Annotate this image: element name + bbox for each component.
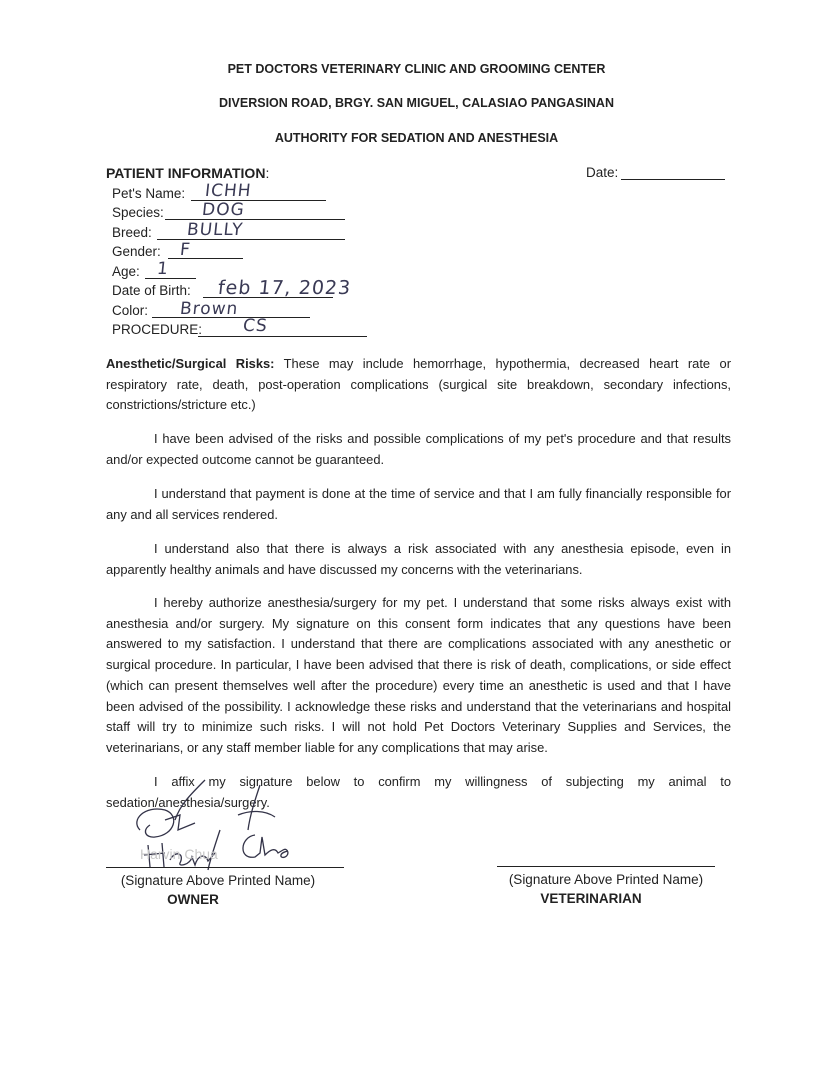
date-field[interactable] <box>621 179 725 180</box>
color-label: Color: <box>112 303 149 318</box>
vet-role: VETERINARIAN <box>540 891 642 906</box>
risks-text: These may include hemorrhage, hypothermia, decreased heart rate or respiratory rate, death, post-operation complications (surgical site breakdown, secondary infections, constrictions/stricture etc.) <box>106 356 731 413</box>
consent-paragraph-3 <box>106 539 731 580</box>
owner-signature-caption: (Signature Above Printed Name) <box>120 873 316 888</box>
consent-text-5: I affix my signature below to confirm my willingness of subjecting my animal to sedation/anesthesia/surgery. <box>106 774 731 810</box>
consent-text-4: I hereby authorize anesthesia/surgery for my pet. I understand that some risks always exist with anesthesia and/or surgery. My signature on this consent form indicates that any questions have been answered to my satisfaction. I understand that there are complications associated with any anesthetic or surgical procedure. In particular, I have been advised that there is risk of death, complications, or side effect (which can present themselves well after the procedure) every time an anesthetic is used and that I have been advised of the possibility. I acknowledge these risks and understand that the veterinarians and hospital staff will try to minimize such risks. I will not hold Pet Doctors Veterinary Supplies and Services, the veterinarians, or any staff member liable for any complications that may arise. <box>106 595 731 755</box>
vet-signature-caption: (Signature Above Printed Name) <box>508 872 704 887</box>
procedure-label: PROCEDURE: <box>112 322 203 337</box>
age-field[interactable] <box>145 278 196 279</box>
patient-info-heading: PATIENT INFORMATION: <box>106 165 270 181</box>
consent-text-1: I have been advised of the risks and possible complications of my pet's procedure and that results and/or expected outcome cannot be guaranteed. <box>106 431 731 467</box>
color-value: Brown <box>178 299 240 319</box>
consent-paragraph-2 <box>106 484 731 525</box>
vet-signature-line[interactable] <box>497 866 715 867</box>
risks-paragraph <box>106 354 731 416</box>
owner-role: OWNER <box>167 892 219 907</box>
pet-name-value: ICHH <box>203 181 253 201</box>
species-value: DOG <box>200 200 246 220</box>
form-title: AUTHORITY FOR SEDATION AND ANESTHESIA <box>274 131 559 145</box>
consent-paragraph-1 <box>106 429 731 470</box>
clinic-address: DIVERSION ROAD, BRGY. SAN MIGUEL, CALASIAO PANGASINAN <box>219 96 614 110</box>
patient-info-title: PATIENT INFORMATION <box>106 165 266 181</box>
owner-signature-line[interactable] <box>106 867 344 868</box>
consent-text-2: I understand that payment is done at the time of service and that I am fully financially responsible for any and all services rendered. <box>106 486 731 522</box>
age-value: 1 <box>155 259 170 279</box>
consent-paragraph-4 <box>106 593 731 759</box>
species-label: Species: <box>112 205 164 220</box>
breed-value: BULLY <box>185 220 245 240</box>
consent-text-3: I understand also that there is always a risk associated with any anesthesia episode, even in apparently healthy animals and have discussed my concerns with the veterinarians. <box>106 541 731 577</box>
dob-value: feb 17, 2023 <box>216 277 353 299</box>
risks-heading: Anesthetic/Surgical Risks: <box>106 356 275 371</box>
dob-label: Date of Birth: <box>112 283 191 298</box>
date-label: Date: <box>586 165 619 180</box>
procedure-field[interactable] <box>198 336 367 337</box>
age-label: Age: <box>112 264 140 279</box>
gender-label: Gender: <box>112 244 161 259</box>
breed-label: Breed: <box>112 225 152 240</box>
clinic-name: PET DOCTORS VETERINARY CLINIC AND GROOMING CENTER <box>227 62 606 76</box>
pet-name-label: Pet's Name: <box>112 186 186 201</box>
procedure-value: CS <box>241 316 269 336</box>
gender-value: F <box>178 240 192 260</box>
owner-printed-name: Harvin Chua <box>140 846 218 862</box>
